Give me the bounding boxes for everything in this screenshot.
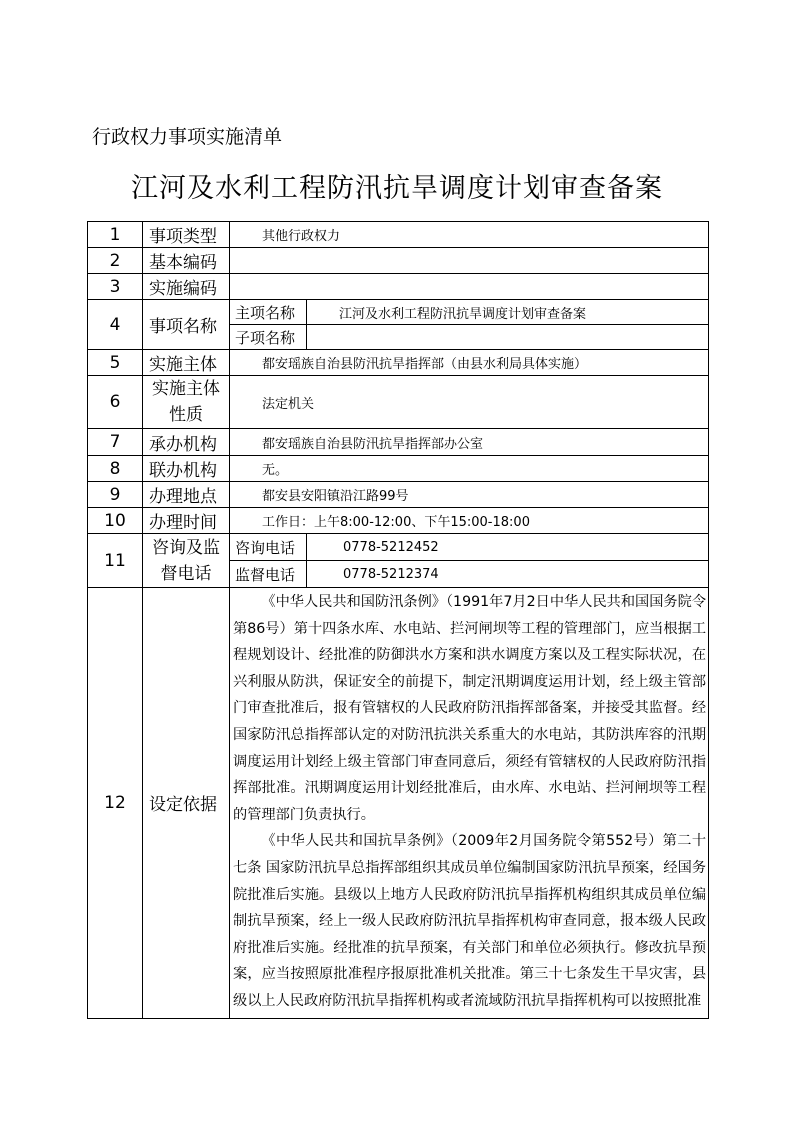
field-value: 无。: [230, 456, 709, 482]
sub-field-value: 江河及水利工程防汛抗旱调度计划审查备案: [307, 300, 709, 325]
table-row: [88, 429, 709, 456]
power-item-table: [87, 221, 709, 1019]
table-row: [88, 482, 709, 508]
table-row: [88, 300, 709, 325]
field-label: 办理时间: [143, 508, 230, 534]
table-row: [88, 534, 709, 561]
field-value: 都安县安阳镇沿江路99号: [230, 482, 709, 508]
field-label: [143, 376, 230, 429]
table-row: [88, 376, 709, 429]
row-number: 6: [88, 376, 143, 429]
field-label: 实施主体: [143, 350, 230, 376]
legal-basis-paragraph: 《中华人民共和国防汛条例》（1991年7月2日中华人民共和国国务院令第86号）第十四条水库、水电站、拦河闸坝等工程的管理部门，应当根据工程规划设计、经批准的防御洪水方案和洪水调度方案以及工程实际状况，在兴利服从防洪，保证安全的前提下，制定汛期调度运用计划，经上级主管部门审查批准后，报有管辖权的人民政府防汛指挥部备案，并接受其监督。经国家防汛总指挥部认定的对防汛抗洪关系重大的水电站，其防洪库容的汛期调度运用计划经上级主管部门审查同意后，须经有管辖权的人民政府防汛指挥部批准。汛期调度运用计划经批准后，由水库、水电站、拦河闸坝等工程的管理部门负责执行。: [233, 594, 707, 823]
field-value: 工作日：上午8:00-12:00、下午15:00-18:00: [230, 508, 709, 534]
table-row: [88, 222, 709, 248]
field-label: 基本编码: [143, 248, 230, 274]
table-row: [88, 456, 709, 482]
sub-field-label: 咨询电话: [230, 534, 307, 561]
table-row: [88, 248, 709, 274]
sub-field-value: 0778-5212452: [307, 534, 709, 561]
row-number: 10: [88, 508, 143, 534]
field-value: 都安瑶族自治县防汛抗旱指挥部办公室: [230, 429, 709, 456]
row-number: 12: [88, 588, 143, 1019]
row-number: 3: [88, 274, 143, 300]
row-number: 11: [88, 534, 143, 588]
sub-field-label: 监督电话: [230, 561, 307, 588]
legal-basis-paragraph: 《中华人民共和国抗旱条例》（2009年2月国务院令第552号）第二十七条 国家防汛抗旱总指挥部组织其成员单位编制国家防汛抗旱预案，经国务院批准后实施。县级以上地方人民政府防汛抗旱指挥机构组织其成员单位编制抗旱预案，经上一级人民政府防汛抗旱指挥机构审查同意，报本级人民政府批准后实施。经批准的抗旱预案，有关部门和单位必须执行。修改抗旱预案，应当按照原批准程序报原批准机关批准。第三十七条发生干旱灾害，县级以上人民政府防汛抗旱指挥机构或者流域防汛抗旱指挥机构可以按照批准: [233, 833, 707, 1009]
row-number: 2: [88, 248, 143, 274]
sub-field-label: 主项名称: [230, 300, 307, 325]
table-row: [88, 508, 709, 534]
field-value: 其他行政权力: [230, 222, 709, 248]
field-label: 办理地点: [143, 482, 230, 508]
field-label: 实施编码: [143, 274, 230, 300]
field-label: 事项类型: [143, 222, 230, 248]
sub-field-value: 0778-5212374: [307, 561, 709, 588]
row-number: 8: [88, 456, 143, 482]
sub-field-label: 子项名称: [230, 325, 307, 350]
field-value: [230, 274, 709, 300]
page-title: 江河及水利工程防汛抗旱调度计划审查备案: [131, 173, 663, 204]
table-row: [88, 350, 709, 376]
field-label: 设定依据: [143, 588, 230, 1019]
table-row: [88, 274, 709, 300]
field-value: 都安瑶族自治县防汛抗旱指挥部（由县水利局具体实施）: [230, 350, 709, 376]
field-value: 法定机关: [230, 376, 709, 429]
table-row: [88, 588, 709, 1019]
field-label: 承办机构: [143, 429, 230, 456]
field-label: [143, 534, 230, 588]
row-number: 1: [88, 222, 143, 248]
row-number: 4: [88, 300, 143, 350]
row-number: 7: [88, 429, 143, 456]
field-label: 联办机构: [143, 456, 230, 482]
row-number: 5: [88, 350, 143, 376]
field-label-text: 咨询及监督电话: [152, 537, 220, 584]
page-subtitle: 行政权力事项实施清单: [92, 126, 283, 148]
field-label-text: 实施主体性质: [152, 379, 220, 425]
legal-basis-text: [230, 588, 709, 1019]
row-number: 9: [88, 482, 143, 508]
sub-field-value: [307, 325, 709, 350]
field-value: [230, 248, 709, 274]
field-label: 事项名称: [143, 300, 230, 350]
